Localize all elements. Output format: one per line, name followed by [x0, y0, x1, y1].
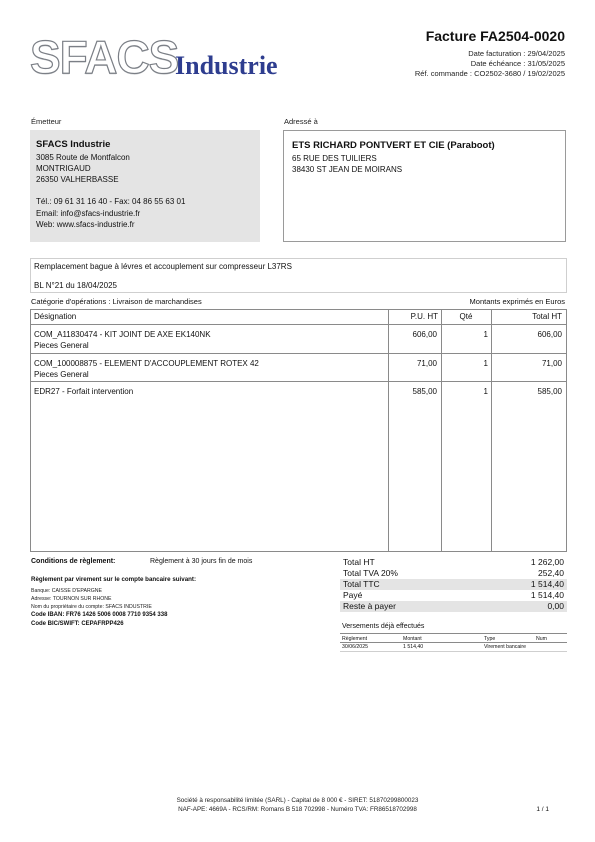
invoice-title: Facture FA2504-0020: [425, 28, 565, 44]
logo-suffix: Industrie: [175, 51, 278, 80]
recipient-address-2: 38430 ST JEAN DE MOIRANS: [292, 165, 403, 174]
payments-divider: [340, 642, 567, 643]
column-divider: [388, 310, 389, 551]
row-2-qty: 1: [483, 359, 488, 368]
header-designation: Désignation: [34, 312, 77, 321]
row-2-designation: COM_100008875 - ELEMENT D'ACCOUPLEMENT ROTEX 42: [34, 359, 259, 368]
payment-terms-value: Règlement à 30 jours fin de mois: [150, 558, 253, 565]
total-ht-label: Total HT: [343, 557, 375, 567]
row-1-unit-price: 606,00: [412, 330, 437, 339]
header-qty: Qté: [459, 312, 473, 321]
row-1-qty: 1: [483, 330, 488, 339]
bank-transfer-title: Règlement par virement sur le compte bancaire suivant:: [31, 576, 197, 583]
row-1-sub: Pieces General: [34, 341, 89, 350]
payments-header-amount: Montant: [403, 636, 422, 642]
payments-divider: [340, 633, 567, 634]
description-line-2: BL N°21 du 18/04/2025: [34, 281, 117, 290]
emitter-label: Émetteur: [31, 117, 62, 126]
description-line-1: Remplacement bague à lévres et accouplement sur compresseur L37RS: [34, 262, 292, 271]
description-box: [30, 258, 567, 293]
emitter-phone: Tél.: 09 61 31 16 40 - Fax: 04 86 55 63 01: [36, 197, 186, 206]
logo-brand: SFACS: [30, 31, 179, 83]
row-divider: [31, 381, 566, 382]
items-table: [30, 309, 567, 552]
total-ht-value: 1 262,00: [530, 557, 564, 567]
total-tva-value: 252,40: [538, 568, 564, 578]
remaining-row: [340, 601, 567, 612]
payments-title: Versements déjà effectués: [342, 623, 425, 630]
payment-terms-label: Conditions de règlement:: [31, 558, 116, 565]
emitter-address-1: 3085 Route de Montfalcon: [36, 153, 130, 162]
remaining-label: Reste à payer: [343, 601, 396, 611]
paid-row: [340, 590, 567, 601]
recipient-name: ETS RICHARD PONTVERT ET CIE (Paraboot): [292, 140, 495, 151]
row-divider: [31, 353, 566, 354]
footer-legal-1: Société à responsabilité limitée (SARL) - Capital de 8 000 € - SIRET: 51870299800023: [176, 797, 419, 804]
recipient-label: Adressé à: [284, 117, 318, 126]
header-total: Total HT: [532, 312, 562, 321]
row-1-total: 606,00: [537, 330, 562, 339]
emitter-email: Email: info@sfacs-industrie.fr: [36, 209, 141, 218]
row-3-unit-price: 585,00: [412, 387, 437, 396]
row-1-designation: COM_A11830474 - KIT JOINT DE AXE EK140NK: [34, 330, 211, 339]
currency-note: Montants exprimés en Euros: [469, 297, 565, 306]
column-divider: [441, 310, 442, 551]
operation-category: Catégorie d'opérations : Livraison de marchandises: [31, 297, 202, 306]
footer-legal-2: NAF-APE: 4669A - RCS/RM: Romans B 518 702998 - Numéro TVA: FR86518702998: [178, 806, 417, 813]
payments-header-payment: Règlement: [342, 636, 368, 642]
iban: Code IBAN: FR76 1426 5006 0008 7710 9354 338: [31, 612, 168, 618]
row-3-designation: EDR27 - Forfait intervention: [34, 387, 134, 396]
row-3-total: 585,00: [537, 387, 562, 396]
company-logo: [30, 31, 290, 84]
row-2-unit-price: 71,00: [416, 359, 437, 368]
payment-amount: 1 514,40: [403, 644, 424, 650]
payment-date: 30/06/2025: [342, 644, 368, 650]
header-unit-price: P.U. HT: [410, 312, 438, 321]
invoice-date: Date facturation : 29/04/2025: [468, 49, 565, 58]
page-number: 1 / 1: [536, 806, 549, 813]
row-3-qty: 1: [483, 387, 488, 396]
recipient-address-1: 65 RUE DES TUILIERS: [292, 154, 377, 163]
total-ttc-row: [340, 579, 567, 590]
emitter-box: [30, 130, 260, 242]
remaining-value: 0,00: [547, 601, 564, 611]
total-tva-label: Total TVA 20%: [343, 568, 398, 578]
due-date: Date échéance : 31/05/2025: [470, 59, 565, 68]
emitter-address-3: 26350 VALHERBASSE: [36, 175, 119, 184]
paid-label: Payé: [343, 590, 363, 600]
row-2-total: 71,00: [541, 359, 562, 368]
payment-type: Virement bancaire: [484, 644, 527, 650]
bic-swift: Code BIC/SWIFT: CEPAFRPP426: [31, 621, 124, 627]
emitter-name: SFACS Industrie: [36, 139, 111, 150]
column-divider: [491, 310, 492, 551]
emitter-web: Web: www.sfacs-industrie.fr: [36, 220, 135, 229]
emitter-address-2: MONTRIGAUD: [36, 164, 91, 173]
total-ttc-label: Total TTC: [343, 579, 380, 589]
recipient-box: [283, 130, 566, 242]
order-reference: Réf. commande : CO2502-3680 / 19/02/2025: [414, 69, 565, 78]
bank-address: Adresse: TOURNON SUR RHONE: [31, 596, 112, 602]
header-divider: [31, 324, 566, 325]
bank-name: Banque: CAISSE D'EPARGNE: [31, 588, 102, 594]
payments-divider: [340, 651, 567, 652]
paid-value: 1 514,40: [530, 590, 564, 600]
row-2-sub: Pieces General: [34, 370, 89, 379]
payments-header-type: Type: [484, 636, 496, 642]
total-ht-row: [340, 557, 567, 568]
total-ttc-value: 1 514,40: [530, 579, 564, 589]
total-tva-row: [340, 568, 567, 579]
account-owner: Nom du propriétaire du compte: SFACS INDUSTRIE: [31, 604, 152, 610]
payments-header-num: Num: [536, 636, 547, 642]
